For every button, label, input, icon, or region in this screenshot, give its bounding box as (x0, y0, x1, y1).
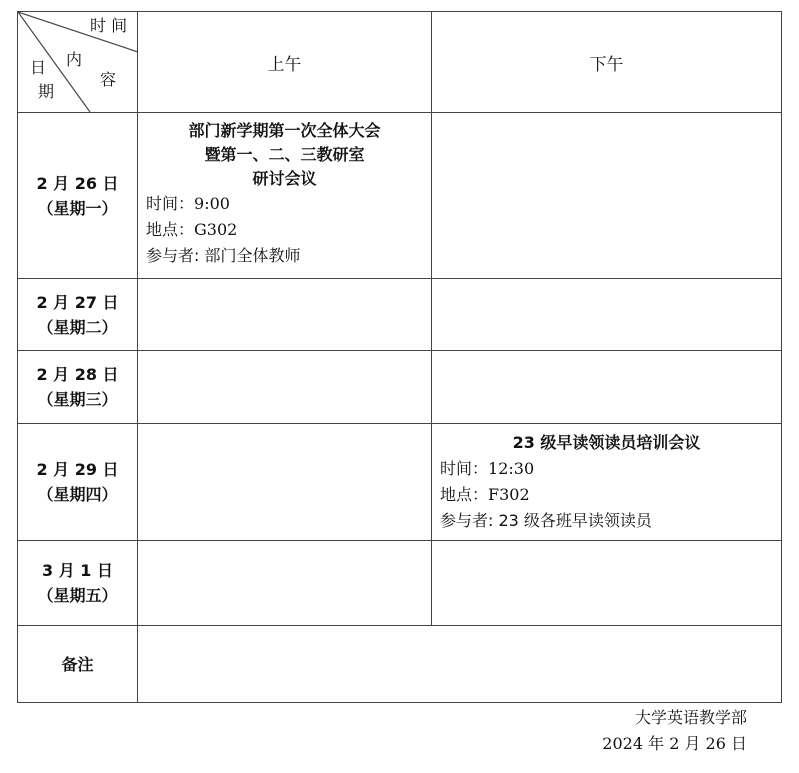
document-footer (602, 705, 747, 757)
row-day-4 (18, 424, 782, 541)
corner-content-label-1: 内 (66, 50, 83, 69)
weekday-label: （星期三） (37, 390, 118, 409)
corner-date-label-1: 日 (30, 58, 47, 77)
weekday-label: （星期四） (37, 485, 118, 504)
event-time (440, 456, 773, 482)
date-label: 2 月 28 日 (36, 365, 119, 384)
date-cell (18, 279, 138, 351)
remarks-row (18, 626, 782, 703)
event-time-value: 12:30 (488, 459, 535, 478)
corner-content-label-2: 容 (100, 70, 117, 89)
header-afternoon: 下午 (432, 12, 782, 113)
event-time-label: 时间： (440, 459, 489, 478)
event-time (146, 191, 423, 217)
weekday-label: （星期一） (37, 198, 118, 218)
date-label: 2 月 27 日 (36, 292, 119, 312)
row-day-2 (18, 279, 782, 351)
corner-time-label: 时 间 (90, 16, 128, 35)
weekday-label: （星期二） (37, 317, 118, 337)
morning-cell (138, 424, 432, 541)
event-title-line: 研讨会议 (252, 169, 317, 188)
event-title (146, 119, 423, 191)
issue-date: 2024 年 2 月 26 日 (602, 734, 747, 753)
event-attendees-value: 部门全体教师 (204, 246, 301, 265)
event-place-value: F302 (488, 485, 530, 504)
date-label: 2 月 29 日 (36, 460, 119, 479)
event-time-value: 9:00 (194, 194, 230, 213)
event-block (432, 430, 781, 534)
event-place (146, 217, 423, 243)
event-place-value: G302 (194, 220, 238, 239)
event-attendees-label: 参与者: (440, 511, 499, 530)
issuer-department: 大学英语教学部 (634, 708, 747, 727)
date-cell (18, 113, 138, 279)
row-day-1 (18, 113, 782, 279)
remarks-label: 备注 (18, 626, 138, 703)
date-cell (18, 351, 138, 424)
event-place-label: 地点： (440, 485, 489, 504)
morning-cell (138, 351, 432, 424)
weekday-label: （星期五） (37, 586, 118, 605)
morning-cell (138, 541, 432, 626)
row-day-3 (18, 351, 782, 424)
event-title-line: 暨第一、二、三教研室 (204, 145, 365, 164)
afternoon-cell (432, 113, 782, 279)
date-label: 3 月 1 日 (42, 561, 113, 580)
event-place-label: 地点： (146, 220, 195, 239)
date-label: 2 月 26 日 (36, 173, 119, 193)
corner-cell (18, 12, 138, 113)
afternoon-cell (432, 541, 782, 626)
schedule-table (17, 11, 782, 703)
header-morning: 上午 (138, 12, 432, 113)
morning-cell (138, 113, 432, 279)
event-title-line: 部门新学期第一次全体大会 (188, 121, 381, 140)
date-cell (18, 424, 138, 541)
header-row (18, 12, 782, 113)
event-title: 23 级早读领读员培训会议 (512, 433, 701, 452)
afternoon-cell (432, 424, 782, 541)
corner-date-label-2: 期 (38, 82, 55, 101)
remarks-content (138, 626, 782, 703)
date-cell (18, 541, 138, 626)
afternoon-cell (432, 351, 782, 424)
event-attendees-value: 23 级各班早读领读员 (498, 511, 652, 530)
event-place (440, 482, 773, 508)
event-time-label: 时间： (146, 194, 195, 213)
event-attendees (146, 243, 423, 269)
row-day-5 (18, 541, 782, 626)
morning-cell (138, 279, 432, 351)
afternoon-cell (432, 279, 782, 351)
event-attendees-label: 参与者: (146, 246, 205, 265)
event-attendees (440, 508, 773, 534)
event-block (138, 113, 431, 275)
